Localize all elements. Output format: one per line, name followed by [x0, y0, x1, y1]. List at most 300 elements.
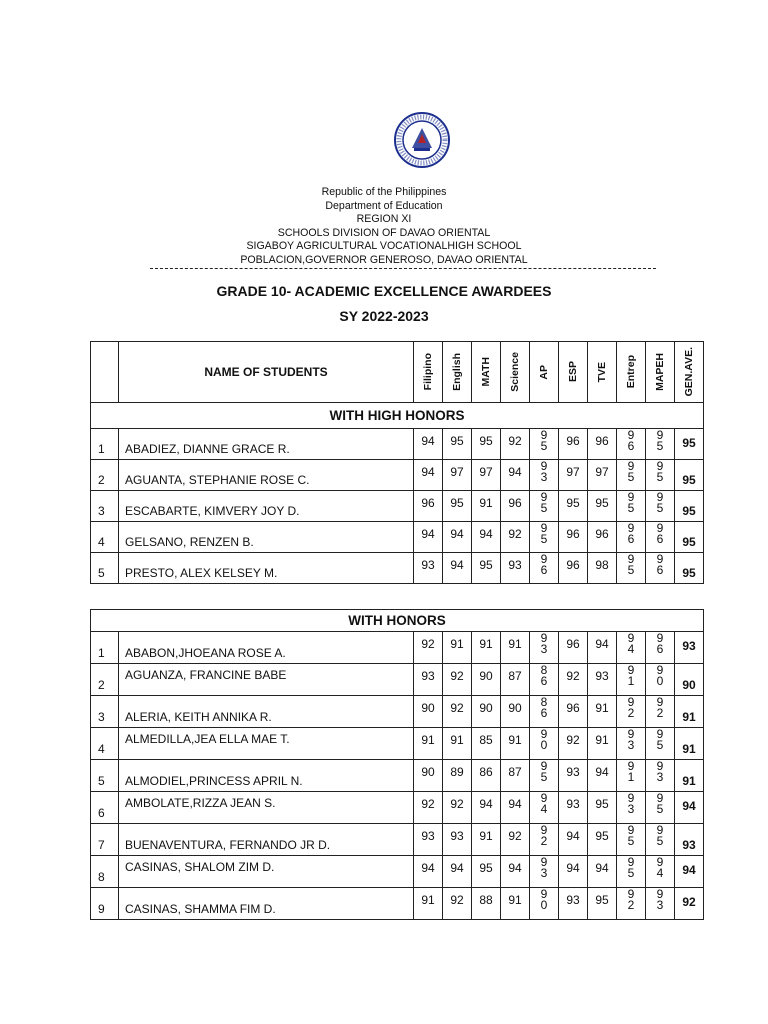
subject-header — [559, 342, 588, 403]
grade-digit: 5 — [656, 834, 664, 848]
student-row — [91, 792, 704, 824]
grade-science: 94 — [501, 792, 530, 824]
student-row — [91, 888, 704, 920]
grade-math: 91 — [472, 491, 501, 522]
grade-digit: 9 — [540, 887, 548, 901]
grade-ap — [530, 664, 559, 696]
grade-digit: 3 — [540, 642, 548, 656]
grade-mapeh — [646, 888, 675, 920]
subject-header — [617, 342, 646, 403]
grade-science: 90 — [501, 696, 530, 728]
row-number: 5 — [91, 760, 119, 792]
letterhead-line: SIGABOY AGRICULTURAL VOCATIONALHIGH SCHOOL — [246, 240, 522, 252]
grade-mapeh — [646, 460, 675, 491]
subject-header — [443, 342, 472, 403]
letterhead-line: Department of Education — [325, 199, 443, 212]
row-number: 3 — [91, 491, 119, 522]
subject-header — [588, 342, 617, 403]
letterhead-line: REGION XI — [356, 213, 412, 225]
grade-digit: 9 — [627, 521, 635, 535]
grade-esp: 97 — [559, 460, 588, 491]
grade-digit: 5 — [656, 470, 664, 484]
student-name: ESCABARTE, KIMVERY JOY D. — [119, 491, 414, 522]
student-row — [91, 696, 704, 728]
grade-digit: 9 — [540, 759, 548, 773]
grade-ap — [530, 856, 559, 888]
grade-filipino: 91 — [414, 888, 443, 920]
grade-digit: 6 — [540, 563, 548, 577]
grade-digit: 0 — [656, 674, 664, 688]
grade-mapeh — [646, 632, 675, 664]
number-header — [91, 342, 119, 403]
grade-esp: 93 — [559, 792, 588, 824]
grade-digit: 3 — [656, 770, 664, 784]
grade-english: 94 — [443, 553, 472, 584]
grade-digit: 9 — [656, 552, 664, 566]
general-average: 95 — [675, 491, 704, 522]
student-name: ALMEDILLA,JEA ELLA MAE T. — [119, 728, 414, 760]
row-number: 7 — [91, 824, 119, 856]
high-honors-table — [90, 341, 704, 584]
grade-science: 87 — [501, 664, 530, 696]
grade-digit: 6 — [656, 532, 664, 546]
grade-digit: 9 — [656, 887, 664, 901]
grade-math: 86 — [472, 760, 501, 792]
row-number: 2 — [91, 460, 119, 491]
grade-entrep — [617, 491, 646, 522]
grade-filipino: 94 — [414, 460, 443, 491]
student-row — [91, 664, 704, 696]
grade-digit: 9 — [656, 791, 664, 805]
subject-header-label: GEN.AVE. — [683, 347, 695, 397]
row-number: 5 — [91, 553, 119, 584]
grade-digit: 4 — [627, 642, 635, 656]
letterhead-line: SCHOOLS DIVISION OF DAVAO ORIENTAL — [277, 226, 491, 239]
student-name: CASINAS, SHALOM ZIM D. — [119, 856, 414, 888]
grade-digit: 8 — [540, 695, 548, 709]
general-average: 95 — [675, 429, 704, 460]
grade-tve: 97 — [588, 460, 617, 491]
subject-header-label: English — [451, 353, 463, 391]
grade-filipino: 91 — [414, 728, 443, 760]
student-row — [91, 553, 704, 584]
grade-entrep — [617, 728, 646, 760]
grade-english: 93 — [443, 824, 472, 856]
grade-mapeh — [646, 553, 675, 584]
row-number: 1 — [91, 429, 119, 460]
subject-header — [414, 342, 443, 403]
grade-tve: 95 — [588, 792, 617, 824]
grade-science: 93 — [501, 553, 530, 584]
grade-mapeh — [646, 728, 675, 760]
grade-filipino: 96 — [414, 491, 443, 522]
grade-math: 97 — [472, 460, 501, 491]
grade-digit: 9 — [540, 428, 548, 442]
student-row — [91, 632, 704, 664]
grade-tve: 95 — [588, 888, 617, 920]
grade-mapeh — [646, 792, 675, 824]
grade-entrep — [617, 460, 646, 491]
grade-digit: 5 — [627, 563, 635, 577]
grade-science: 91 — [501, 888, 530, 920]
grade-esp: 96 — [559, 429, 588, 460]
grade-ap — [530, 728, 559, 760]
grade-digit: 6 — [627, 532, 635, 546]
grade-filipino: 90 — [414, 760, 443, 792]
grade-english: 89 — [443, 760, 472, 792]
grade-digit: 2 — [540, 834, 548, 848]
section-label-honors: WITH HONORS — [91, 610, 704, 632]
grade-digit: 4 — [656, 866, 664, 880]
student-name: AGUANZA, FRANCINE BABE — [119, 664, 414, 696]
grade-digit: 9 — [540, 791, 548, 805]
grade-ap — [530, 824, 559, 856]
document-title: GRADE 10- ACADEMIC EXCELLENCE AWARDEES — [216, 283, 552, 299]
grade-digit: 9 — [656, 823, 664, 837]
grade-entrep — [617, 856, 646, 888]
student-name: ABABON,JHOEANA ROSE A. — [119, 632, 414, 664]
grade-english: 95 — [443, 429, 472, 460]
grade-ap — [530, 429, 559, 460]
grade-digit: 9 — [627, 695, 635, 709]
grade-digit: 5 — [627, 470, 635, 484]
table-header-row — [91, 342, 704, 403]
grade-english: 92 — [443, 792, 472, 824]
subject-header-label: Entrep — [625, 355, 637, 389]
grade-ap — [530, 522, 559, 553]
grade-tve: 94 — [588, 632, 617, 664]
grade-esp: 96 — [559, 696, 588, 728]
grade-digit: 9 — [656, 663, 664, 677]
grade-mapeh — [646, 824, 675, 856]
grade-math: 91 — [472, 824, 501, 856]
grade-mapeh — [646, 696, 675, 728]
grade-science: 96 — [501, 491, 530, 522]
grade-tve: 96 — [588, 522, 617, 553]
grade-tve: 98 — [588, 553, 617, 584]
grade-tve: 91 — [588, 696, 617, 728]
grade-digit: 5 — [540, 501, 548, 515]
grade-math: 95 — [472, 429, 501, 460]
grade-tve: 96 — [588, 429, 617, 460]
grade-tve: 91 — [588, 728, 617, 760]
letterhead-line: POBLACION,GOVERNOR GENEROSO, DAVAO ORIENTAL — [240, 253, 528, 266]
grade-english: 92 — [443, 664, 472, 696]
grade-science: 87 — [501, 760, 530, 792]
grade-digit: 9 — [627, 428, 635, 442]
grade-english: 94 — [443, 856, 472, 888]
grade-digit: 2 — [656, 706, 664, 720]
grade-digit: 5 — [540, 770, 548, 784]
grade-esp: 93 — [559, 888, 588, 920]
general-average: 90 — [675, 664, 704, 696]
subject-header-label: AP — [538, 364, 550, 380]
grade-digit: 9 — [627, 823, 635, 837]
grade-digit: 8 — [540, 663, 548, 677]
grade-digit: 9 — [627, 552, 635, 566]
grade-entrep — [617, 888, 646, 920]
general-average: 95 — [675, 553, 704, 584]
grade-mapeh — [646, 522, 675, 553]
grade-digit: 9 — [656, 695, 664, 709]
grade-digit: 6 — [627, 439, 635, 453]
grade-digit: 9 — [656, 855, 664, 869]
deped-seal-logo — [394, 112, 450, 168]
grade-ap — [530, 491, 559, 522]
student-row — [91, 728, 704, 760]
grade-digit: 9 — [656, 490, 664, 504]
student-name: ABADIEZ, DIANNE GRACE R. — [119, 429, 414, 460]
subject-header — [646, 342, 675, 403]
grade-filipino: 94 — [414, 522, 443, 553]
grade-digit: 5 — [540, 439, 548, 453]
grade-digit: 5 — [656, 439, 664, 453]
grade-digit: 9 — [540, 823, 548, 837]
grade-mapeh — [646, 491, 675, 522]
student-row — [91, 856, 704, 888]
general-average: 93 — [675, 824, 704, 856]
general-average: 95 — [675, 460, 704, 491]
grade-digit: 9 — [627, 791, 635, 805]
student-name: ALMODIEL,PRINCESS APRIL N. — [119, 760, 414, 792]
subject-header-label: Filipino — [422, 353, 434, 391]
grade-digit: 5 — [627, 834, 635, 848]
grade-mapeh — [646, 760, 675, 792]
grade-digit: 2 — [627, 898, 635, 912]
grade-science: 91 — [501, 632, 530, 664]
grade-digit: 5 — [627, 866, 635, 880]
row-number: 8 — [91, 856, 119, 888]
subject-header — [530, 342, 559, 403]
row-number: 9 — [91, 888, 119, 920]
grade-digit: 6 — [656, 642, 664, 656]
grade-entrep — [617, 522, 646, 553]
grade-math: 90 — [472, 664, 501, 696]
grade-digit: 5 — [656, 501, 664, 515]
grade-esp: 92 — [559, 728, 588, 760]
subject-header — [501, 342, 530, 403]
general-average: 93 — [675, 632, 704, 664]
student-row — [91, 824, 704, 856]
grade-science: 92 — [501, 429, 530, 460]
student-name: BUENAVENTURA, FERNANDO JR D. — [119, 824, 414, 856]
grade-math: 94 — [472, 522, 501, 553]
row-number: 4 — [91, 522, 119, 553]
student-name: AMBOLATE,RIZZA JEAN S. — [119, 792, 414, 824]
grade-ap — [530, 792, 559, 824]
grade-esp: 93 — [559, 760, 588, 792]
grade-english: 94 — [443, 522, 472, 553]
grade-filipino: 90 — [414, 696, 443, 728]
grade-science: 94 — [501, 460, 530, 491]
grade-digit: 4 — [540, 802, 548, 816]
grade-filipino: 93 — [414, 824, 443, 856]
grade-ap — [530, 460, 559, 491]
general-average: 91 — [675, 696, 704, 728]
grade-english: 92 — [443, 888, 472, 920]
row-number: 6 — [91, 792, 119, 824]
student-row — [91, 491, 704, 522]
grade-digit: 9 — [656, 459, 664, 473]
grade-digit: 6 — [540, 706, 548, 720]
grade-filipino: 92 — [414, 632, 443, 664]
general-average: 95 — [675, 522, 704, 553]
grade-entrep — [617, 553, 646, 584]
subject-header — [675, 342, 704, 403]
row-number: 3 — [91, 696, 119, 728]
grade-digit: 1 — [627, 674, 635, 688]
student-row — [91, 760, 704, 792]
grade-esp: 92 — [559, 664, 588, 696]
grade-digit: 9 — [627, 855, 635, 869]
grade-science: 92 — [501, 824, 530, 856]
grade-entrep — [617, 760, 646, 792]
grade-digit: 9 — [627, 490, 635, 504]
grade-digit: 0 — [540, 738, 548, 752]
grade-filipino: 93 — [414, 553, 443, 584]
letterhead — [0, 186, 768, 267]
grade-tve: 94 — [588, 856, 617, 888]
section-header-row — [91, 403, 704, 429]
section-label-high-honors: WITH HIGH HONORS — [91, 403, 704, 429]
student-name: ALERIA, KEITH ANNIKA R. — [119, 696, 414, 728]
school-year: SY 2022-2023 — [339, 308, 429, 324]
grade-digit: 9 — [540, 727, 548, 741]
grade-digit: 9 — [540, 490, 548, 504]
subject-header-label: TVE — [596, 361, 608, 383]
grade-digit: 5 — [656, 802, 664, 816]
general-average: 92 — [675, 888, 704, 920]
grade-digit: 5 — [540, 532, 548, 546]
grade-digit: 3 — [627, 738, 635, 752]
student-name: CASINAS, SHAMMA FIM D. — [119, 888, 414, 920]
grade-english: 91 — [443, 728, 472, 760]
grade-tve: 94 — [588, 760, 617, 792]
grade-esp: 94 — [559, 824, 588, 856]
grade-digit: 2 — [627, 706, 635, 720]
grade-esp: 96 — [559, 632, 588, 664]
grade-math: 95 — [472, 553, 501, 584]
general-average: 94 — [675, 856, 704, 888]
grade-digit: 3 — [656, 898, 664, 912]
grade-digit: 6 — [540, 674, 548, 688]
grade-digit: 9 — [540, 631, 548, 645]
grade-digit: 3 — [540, 866, 548, 880]
row-number: 2 — [91, 664, 119, 696]
grade-tve: 95 — [588, 824, 617, 856]
grade-digit: 9 — [656, 428, 664, 442]
grade-digit: 9 — [540, 552, 548, 566]
grade-entrep — [617, 696, 646, 728]
grade-filipino: 92 — [414, 792, 443, 824]
grade-digit: 3 — [627, 802, 635, 816]
grade-mapeh — [646, 664, 675, 696]
grade-filipino: 94 — [414, 429, 443, 460]
grade-entrep — [617, 632, 646, 664]
grade-english: 97 — [443, 460, 472, 491]
grade-science: 94 — [501, 856, 530, 888]
grade-science: 92 — [501, 522, 530, 553]
subject-header-label: MATH — [480, 357, 492, 387]
grade-digit: 9 — [627, 631, 635, 645]
subject-header-label: Science — [509, 352, 521, 392]
grade-digit: 9 — [627, 759, 635, 773]
grade-math: 94 — [472, 792, 501, 824]
subject-header-label: MAPEH — [654, 353, 666, 391]
grade-english: 91 — [443, 632, 472, 664]
grade-filipino: 93 — [414, 664, 443, 696]
grade-mapeh — [646, 429, 675, 460]
general-average: 91 — [675, 728, 704, 760]
section-header-row — [91, 610, 704, 632]
grade-ap — [530, 760, 559, 792]
grade-digit: 9 — [627, 663, 635, 677]
grade-digit: 9 — [540, 521, 548, 535]
grade-digit: 6 — [656, 563, 664, 577]
general-average: 94 — [675, 792, 704, 824]
student-row — [91, 522, 704, 553]
grade-digit: 9 — [540, 459, 548, 473]
grade-math: 88 — [472, 888, 501, 920]
grade-digit: 9 — [540, 855, 548, 869]
grade-digit: 5 — [656, 738, 664, 752]
grade-digit: 3 — [540, 470, 548, 484]
student-name: GELSANO, RENZEN B. — [119, 522, 414, 553]
grade-ap — [530, 888, 559, 920]
grade-ap — [530, 632, 559, 664]
row-number: 1 — [91, 632, 119, 664]
grade-digit: 1 — [627, 770, 635, 784]
grade-tve: 95 — [588, 491, 617, 522]
grade-digit: 5 — [627, 501, 635, 515]
grade-entrep — [617, 429, 646, 460]
grade-digit: 9 — [627, 887, 635, 901]
grade-math: 85 — [472, 728, 501, 760]
grade-digit: 9 — [627, 727, 635, 741]
grade-math: 91 — [472, 632, 501, 664]
grade-entrep — [617, 792, 646, 824]
grade-digit: 0 — [540, 898, 548, 912]
student-row — [91, 460, 704, 491]
grade-digit: 9 — [656, 521, 664, 535]
grade-digit: 9 — [656, 727, 664, 741]
grade-esp: 96 — [559, 553, 588, 584]
grade-tve: 93 — [588, 664, 617, 696]
grade-entrep — [617, 664, 646, 696]
grade-digit: 9 — [656, 631, 664, 645]
grade-esp: 96 — [559, 522, 588, 553]
row-number: 4 — [91, 728, 119, 760]
grade-math: 90 — [472, 696, 501, 728]
grade-english: 92 — [443, 696, 472, 728]
grade-digit: 9 — [627, 459, 635, 473]
name-header: NAME OF STUDENTS — [119, 342, 414, 403]
subject-header-label: ESP — [567, 361, 579, 383]
grade-entrep — [617, 824, 646, 856]
student-name: PRESTO, ALEX KELSEY M. — [119, 553, 414, 584]
general-average: 91 — [675, 760, 704, 792]
student-row — [91, 429, 704, 460]
grade-mapeh — [646, 856, 675, 888]
student-name: AGUANTA, STEPHANIE ROSE C. — [119, 460, 414, 491]
grade-ap — [530, 553, 559, 584]
dashed-divider — [150, 268, 656, 269]
subject-header — [472, 342, 501, 403]
grade-digit: 9 — [656, 759, 664, 773]
grade-filipino: 94 — [414, 856, 443, 888]
grade-science: 91 — [501, 728, 530, 760]
grade-esp: 94 — [559, 856, 588, 888]
